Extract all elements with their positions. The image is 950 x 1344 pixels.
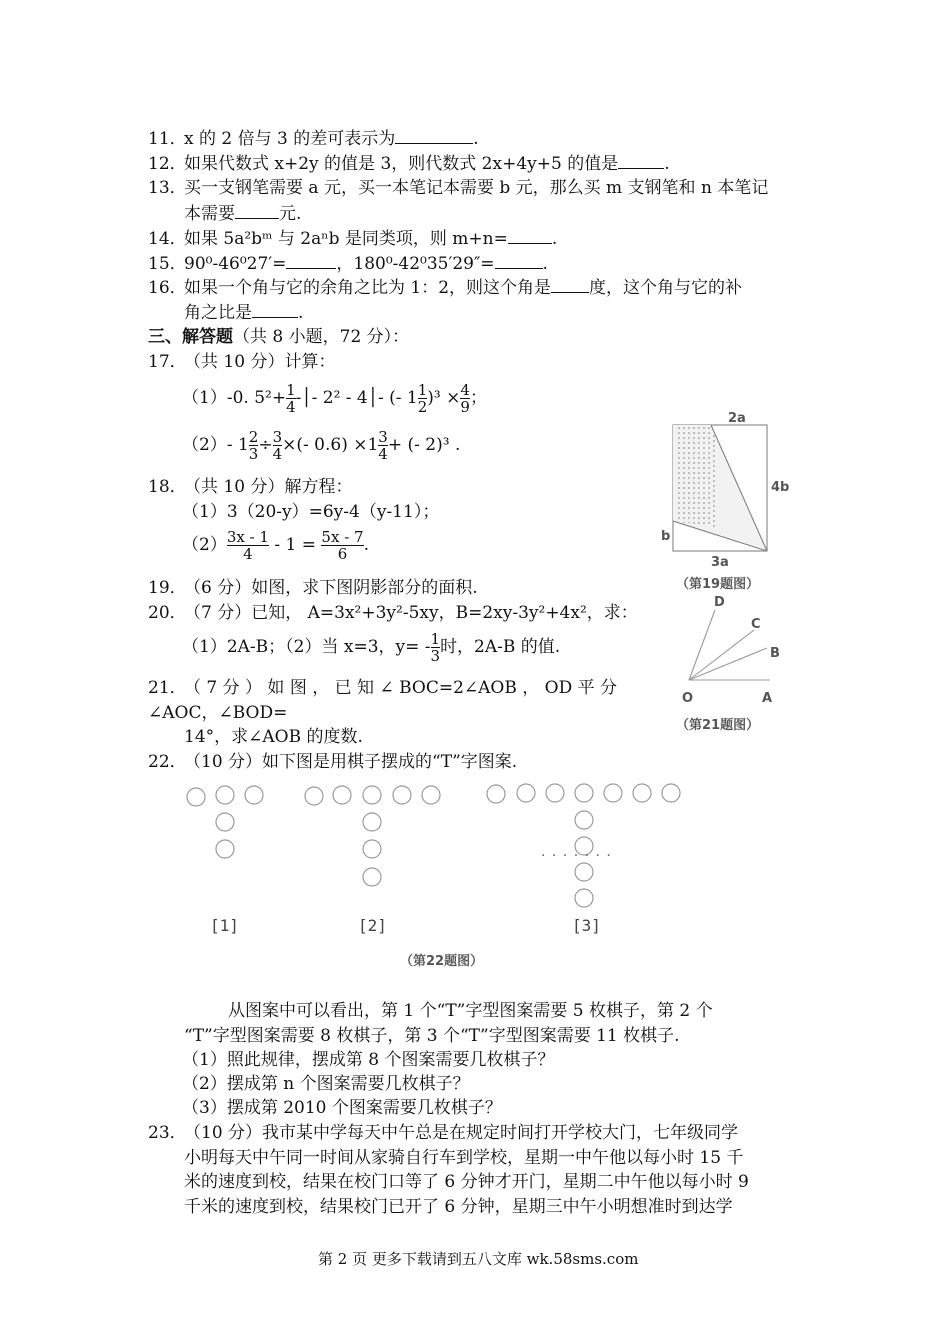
chess-piece [363, 786, 381, 804]
chess-piece [575, 889, 593, 907]
question-21: 21．（ 7 分 ） 如 图 ， 已 知 ∠ BOC=2∠AOB ， OD 平 分 [148, 678, 618, 698]
chess-piece [422, 786, 440, 804]
question-23-line-3: 米的速度到校，结果在校门口等了 6 分钟才开门，星期二中午他以每小时 9 [184, 1172, 749, 1192]
chess-piece [575, 811, 593, 829]
chess-piece [216, 813, 234, 831]
label-A: A [762, 691, 773, 706]
pattern-label-3: [3] [572, 916, 601, 935]
question-21-cont-2: 14°，求∠AOB 的度数. [184, 727, 363, 747]
page-footer: 第 2 页 更多下载请到五八文库 wk.58sms.com [318, 1250, 639, 1268]
pattern-label-1: [1] [210, 916, 239, 935]
ray-OB [689, 648, 767, 680]
label-b: b [661, 529, 671, 544]
question-14: 14．如果 5a²bᵐ 与 2aⁿb 是同类项，则 m+n= . [148, 229, 558, 249]
fraction: $\frac{2}{3}$ [248, 428, 259, 463]
chess-piece [245, 786, 263, 804]
question-22-para-2: “T”字型图案需要 8 枚棋子，第 3 个“T”字型图案需要 11 枚棋子. [184, 1026, 680, 1046]
chess-piece [216, 840, 234, 858]
question-17-part-2: （2）- 1 $\frac{2}{3}$ ÷ $\frac{3}{4}$ ×(- 0.6) ×1 $\frac{3}{4}$ + (- 2)³ . [182, 428, 461, 463]
chess-piece [662, 784, 680, 802]
question-23-line-4: 千米的速度到校，结果校门已开了 6 分钟，星期三中午小明想准时到达学 [184, 1197, 733, 1217]
question-20-sub: （1）2A-B；（2）当 x=3，y= - $\frac{1}{3}$ 时，2A-B 的值. [182, 630, 561, 665]
label-3a: 3a [711, 555, 729, 570]
figure-21-caption: （第21题图） [676, 718, 760, 733]
pattern-2 [305, 786, 440, 886]
figure-21-angles [672, 590, 792, 710]
question-21-cont: ∠AOC，∠BOD= [148, 703, 288, 723]
fraction: $\frac{3x - 1}{4}$ [226, 528, 269, 563]
fraction: $\frac{3}{4}$ [272, 428, 283, 463]
figure-19-caption: （第19题图） [676, 577, 760, 592]
question-17-part-1: （1）-0. 5²+ $\frac{1}{4}$ -│- 2² - 4│- (- 1 $\frac{1}{2}$ )³ × $\frac{4}{9}$ ； [182, 381, 487, 416]
fraction: $\frac{1}{3}$ [430, 630, 441, 665]
answer-blank [395, 127, 473, 144]
shaded-region [673, 425, 767, 551]
section-heading: 三、解答题（共 8 小题，72 分）： [148, 327, 410, 347]
label-4b: 4b [771, 480, 790, 495]
t-pattern-figure [170, 776, 790, 976]
label-D: D [714, 595, 725, 610]
question-18-part-2: （2） $\frac{3x - 1}{4}$ - 1 = $\frac{5x - 7}{6}$ . [182, 528, 369, 563]
question-15: 15．90⁰-46⁰27′= ，180⁰-42⁰35′29″= . [148, 254, 548, 274]
figure-22-caption: （第22题图） [400, 954, 484, 969]
question-22-sub-3: （3）摆成第 2010 个图案需要几枚棋子？ [182, 1098, 502, 1118]
fraction: $\frac{1}{2}$ [417, 381, 428, 416]
chess-piece [487, 785, 505, 803]
answer-blank [495, 252, 543, 269]
answer-blank [252, 301, 298, 318]
answer-blank [286, 252, 336, 269]
label-B: B [770, 646, 780, 661]
answer-blank [508, 227, 552, 244]
chess-piece [393, 786, 411, 804]
question-22-para-1: 从图案中可以看出，第 1 个“T”字型图案需要 5 枚棋子，第 2 个 [228, 1001, 713, 1021]
chess-piece [546, 784, 564, 802]
chess-piece [517, 784, 535, 802]
question-22-sub-1: （1）照此规律，摆成第 8 个图案需要几枚棋子？ [182, 1050, 555, 1070]
continuation-dots: · · · · · · · [541, 848, 612, 864]
chess-piece [363, 840, 381, 858]
question-23: 23．（10 分）我市某中学每天中午总是在规定时间打开学校大门，七年级同学 [148, 1123, 739, 1143]
answer-blank [551, 276, 589, 293]
chess-piece [633, 784, 651, 802]
chess-piece [604, 784, 622, 802]
chess-piece [575, 784, 593, 802]
question-13: 13．买一支钢笔需要 a 元，买一本笔记本需要 b 元，那么买 m 支钢笔和 n 本笔记 [148, 178, 769, 198]
question-22-sub-2: （2）摆成第 n 个图案需要几枚棋子？ [182, 1074, 470, 1094]
pattern-1 [187, 786, 263, 858]
figure-19-rectangle [655, 405, 795, 575]
question-13-cont: 本需要 元. [184, 204, 302, 224]
question-16-cont: 角之比是 . [184, 303, 304, 323]
chess-piece [216, 786, 234, 804]
pattern-label-2: [2] [358, 916, 387, 935]
chess-piece [305, 787, 323, 805]
chess-piece [333, 786, 351, 804]
question-20: 20．（7 分）已知， A=3x²+3y²-5xy，B=2xy-3y²+4x²，求： [148, 603, 638, 623]
question-18: 18．（共 10 分）解方程： [148, 477, 353, 497]
answer-blank [235, 202, 279, 219]
fraction: $\frac{5x - 7}{6}$ [321, 528, 364, 563]
question-17: 17．（共 10 分）计算： [148, 352, 336, 372]
question-19: 19．（6 分）如图，求下图阴影部分的面积. [148, 578, 478, 598]
label-C: C [751, 617, 761, 632]
label-O: O [682, 691, 694, 706]
question-12: 12．如果代数式 x+2y 的值是 3，则代数式 2x+4y+5 的值是 . [148, 154, 670, 174]
question-22: 22．（10 分）如下图是用棋子摆成的“T”字图案. [148, 752, 518, 772]
question-16: 16．如果一个角与它的余角之比为 1：2，则这个角是 度，这个角与它的补 [148, 278, 743, 298]
label-2a: 2a [728, 411, 746, 426]
fraction: $\frac{3}{4}$ [378, 428, 388, 463]
fraction: $\frac{1}{4}$ [286, 381, 296, 416]
question-18-part-1: （1）3（20-y）=6y-4（y-11）； [182, 502, 440, 522]
question-11: 11．x 的 2 倍与 3 的差可表示为 . [148, 129, 479, 149]
chess-piece [363, 868, 381, 886]
chess-piece [363, 813, 381, 831]
chess-piece [187, 788, 205, 806]
fraction: $\frac{4}{9}$ [460, 381, 470, 416]
answer-blank [618, 152, 664, 169]
question-23-line-2: 小明每天中午同一时间从家骑自行车到学校，星期一中午他以每小时 15 千 [184, 1148, 744, 1168]
